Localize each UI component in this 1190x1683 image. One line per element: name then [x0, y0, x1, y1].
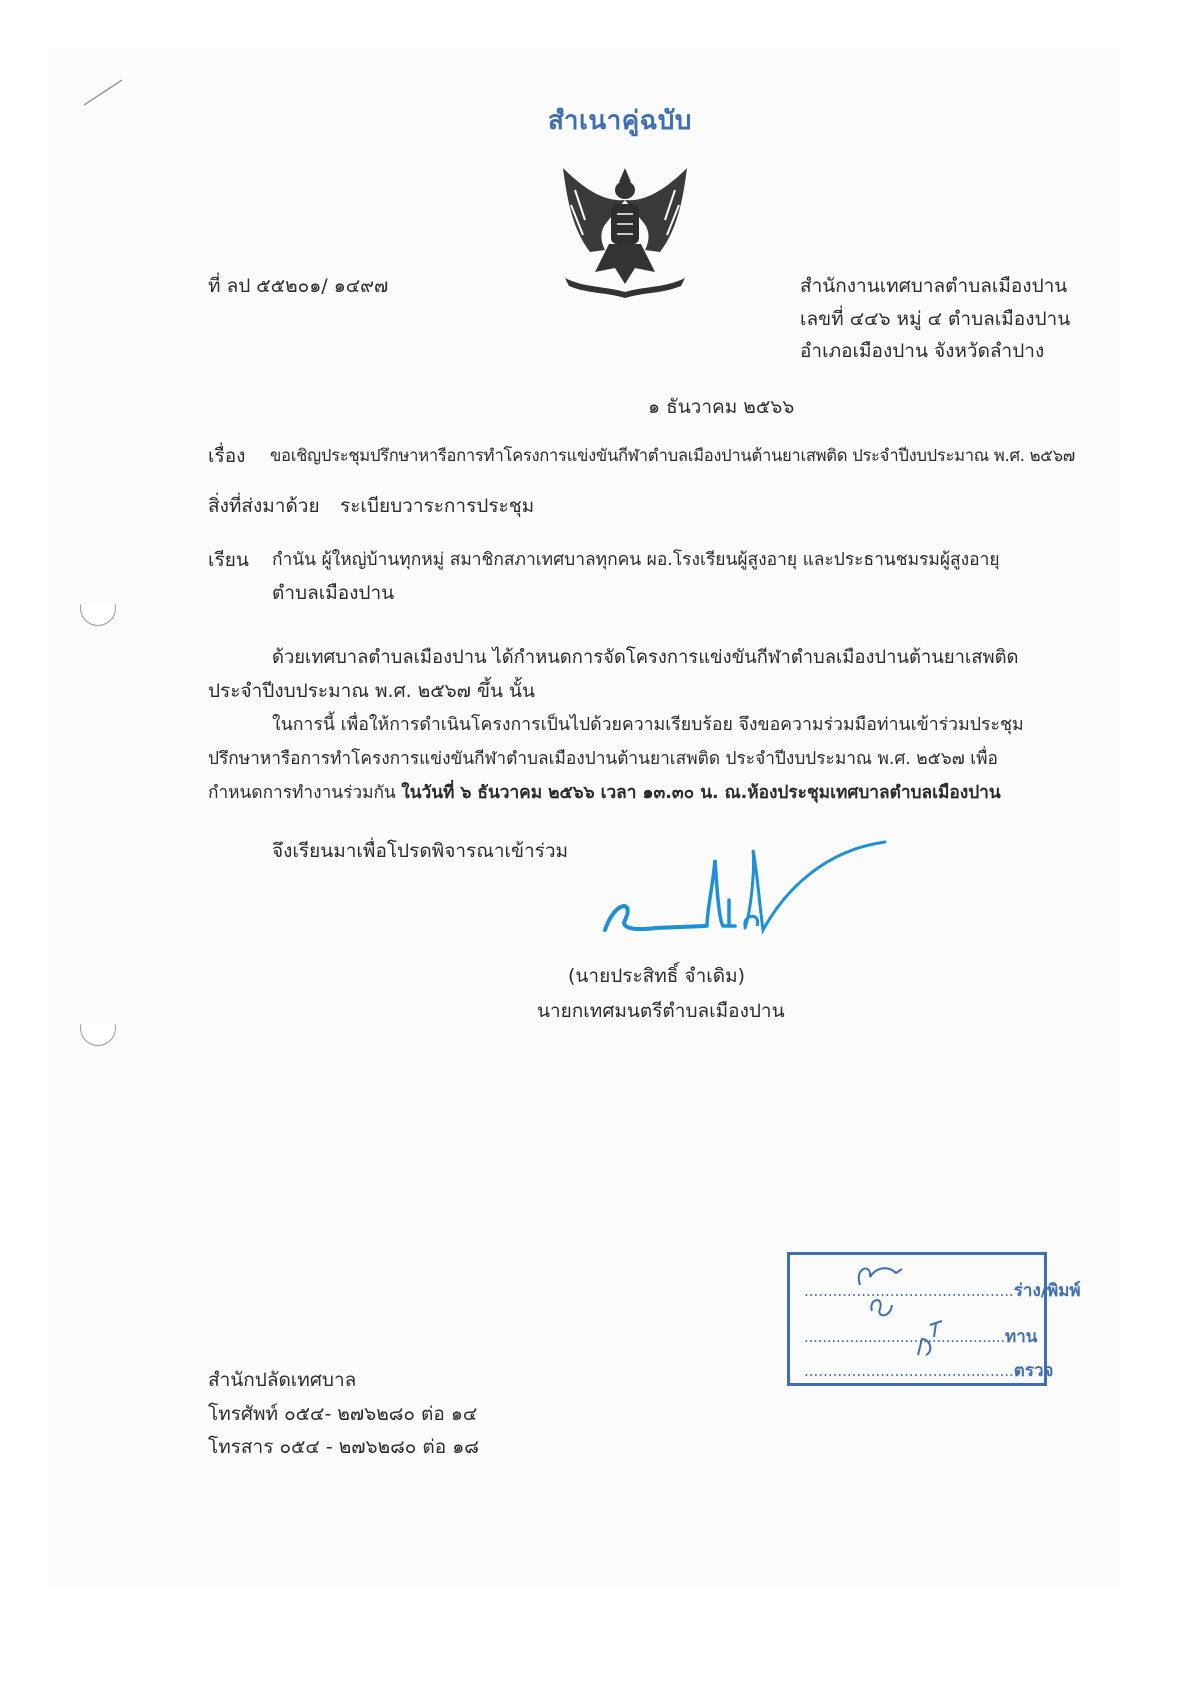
- enclosure-label: สิ่งที่ส่งมาด้วย: [208, 495, 320, 517]
- recipient-line-1: กำนัน ผู้ใหญ่บ้านทุกหมู่ สมาชิกสภาเทศบาลทุกคน ผอ.โรงเรียนผู้สูงอายุ และประธานชมรมผู้สูงอายุ: [272, 550, 1000, 570]
- draft-label: ร่าง/พิมพ์: [1013, 1281, 1081, 1301]
- footer-fax: โทรสาร ๐๕๔ - ๒๗๖๒๘๐ ต่อ ๑๘: [208, 1436, 479, 1458]
- signer-position: นายกเทศมนตรีตำบลเมืองปาน: [537, 1000, 785, 1022]
- subject-text: ขอเชิญประชุมปรึกษาหารือการทำโครงการแข่งขันกีฬาตำบลเมืองปานต้านยาเสพติด ประจำปีงบประมาณ พ.ศ. ๒๕๖๗: [270, 446, 1075, 465]
- meeting-details: ในวันที่ ๖ ธันวาคม ๒๕๖๖ เวลา ๑๓.๓๐ น. ณ.ห้องประชุมเทศบาลตำบลเมืองปาน: [401, 783, 1001, 803]
- organization-line-2: เลขที่ ๔๔๖ หมู่ ๔ ตำบลเมืองปาน: [800, 308, 1071, 330]
- draft-dots: ............................................: [804, 1282, 1014, 1300]
- document-number: ที่ ลป ๕๕๒๐๑/ ๑๔๙๗: [208, 275, 389, 297]
- closing-text: จึงเรียนมาเพื่อโปรดพิจารณาเข้าร่วม: [272, 840, 569, 862]
- initials-marks: [850, 1255, 970, 1375]
- subject-label: เรื่อง: [208, 445, 246, 467]
- paragraph-2-line-1: ในการนี้ เพื่อให้การดำเนินโครงการเป็นไปด้วยความเรียบร้อย จึงขอความร่วมมือท่านเข้าร่วมประชุม: [272, 715, 1024, 735]
- pencil-mark: [0, 0, 1, 1]
- recipient-line-2: ตำบลเมืองปาน: [272, 582, 395, 604]
- organization-line-1: สำนักงานเทศบาลตำบลเมืองปาน: [800, 275, 1068, 297]
- paragraph-1-line-2: ประจำปีงบประมาณ พ.ศ. ๒๕๖๗ ขึ้น นั้น: [208, 680, 535, 702]
- footer-office: สำนักปลัดเทศบาล: [208, 1369, 357, 1391]
- garuda-emblem-icon: [545, 160, 705, 300]
- proofread-dots: ............................................: [804, 1328, 1005, 1346]
- paragraph-2-line-3: [208, 780, 1001, 806]
- paragraph-2-line-2: ปรึกษาหารือการทำโครงการแข่งขันกีฬาตำบลเมืองปานต้านยาเสพติด ประจำปีงบประมาณ พ.ศ. ๒๕๖๗ เพื่อ: [208, 749, 998, 769]
- handwritten-signature: [595, 830, 895, 950]
- footer-phone: โทรศัพท์ ๐๕๔- ๒๗๖๒๘๐ ต่อ ๑๔: [208, 1403, 478, 1425]
- document-date: ๑ ธันวาคม ๒๕๖๖: [648, 396, 795, 418]
- copy-stamp-title: สำเนาคู่ฉบับ: [548, 106, 692, 136]
- organization-line-3: อำเภอเมืองปาน จังหวัดลำปาง: [800, 340, 1045, 362]
- proofread-label: ทาน: [1005, 1327, 1038, 1347]
- signer-name: (นายประสิทธิ์ จำเดิม): [568, 965, 746, 987]
- check-dots: ............................................: [804, 1362, 1014, 1380]
- enclosure-text: ระเบียบวาระการประชุม: [340, 495, 535, 517]
- paragraph-1-line-1: ด้วยเทศบาลตำบลเมืองปาน ได้กำหนดการจัดโครงการแข่งขันกีฬาตำบลเมืองปานต้านยาเสพติด: [272, 647, 1019, 668]
- check-label: ตรวจ: [1013, 1361, 1054, 1381]
- recipient-label: เรียน: [208, 549, 249, 571]
- meeting-intro: กำหนดการทำงานร่วมกัน: [208, 783, 402, 803]
